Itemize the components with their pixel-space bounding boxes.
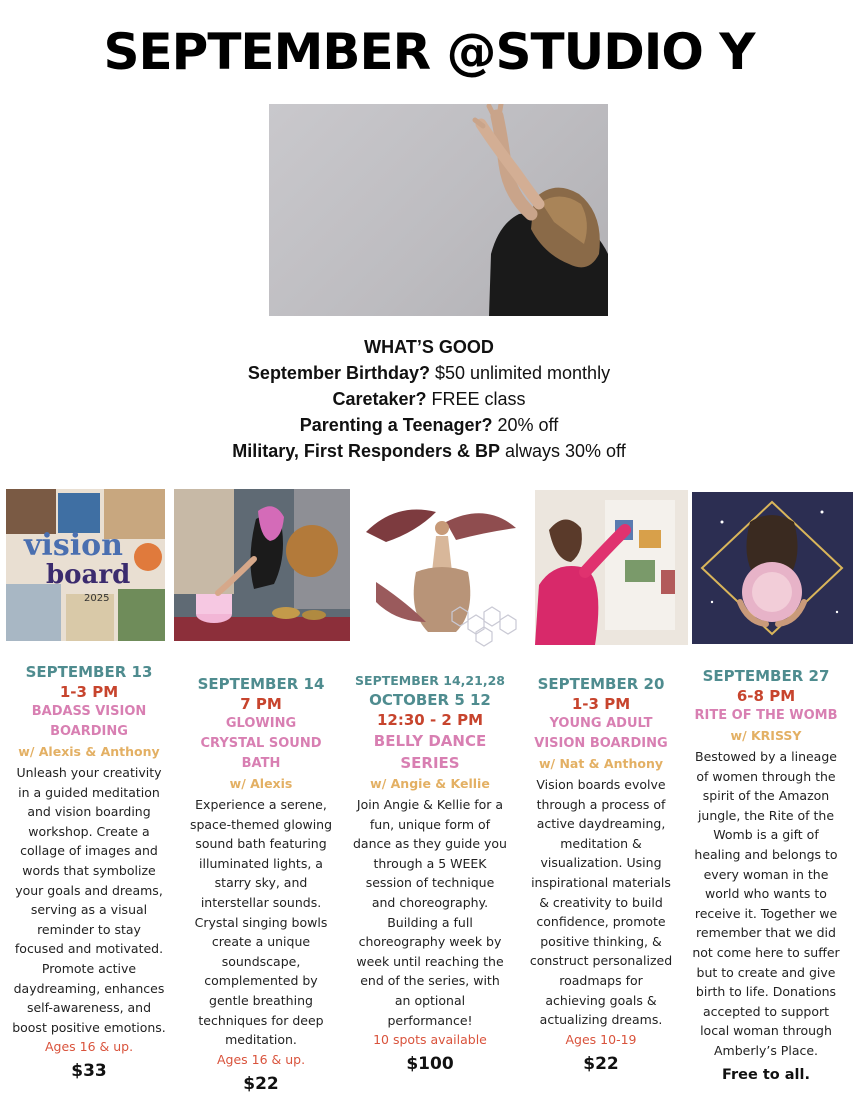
- event-price: $22: [583, 1053, 619, 1074]
- event-description: Unleash your creativity in a guided meditation and vision boarding workshop. Create a collage of images and words that symbolize your goals and dreams, serving as a visual reminder to stay focused and motivated. Promote active daydreaming, enhances self-awareness, and boost positive emotions.: [12, 765, 166, 1035]
- sound-bath-image: [174, 489, 350, 641]
- event-date: SEPTEMBER 20: [537, 675, 665, 693]
- event-hosts: w/ Nat & Anthony: [538, 756, 664, 771]
- event-description: Join Angie & Kellie for a fun, unique form of dance as they guide you through a 5 WEEK session of technique and choreography. Building a full choreography week by week until reaching the end of the series, with an optional performance!: [353, 797, 507, 1028]
- event-date: SEPTEMBER 13: [25, 663, 153, 681]
- event-hosts: w/ Alexis & Anthony: [18, 744, 160, 759]
- event-name: YOUNG ADULT VISION BOARDING: [534, 716, 668, 751]
- event-name: GLOWING CRYSTAL SOUND BATH: [200, 716, 322, 771]
- event-price: $100: [406, 1054, 454, 1075]
- event-hosts: w/ Alexis: [229, 776, 293, 791]
- event-price: Free to all.: [721, 1066, 811, 1083]
- event-time: 12:30 - 2 PM: [377, 711, 483, 729]
- promo-birthday: September Birthday? $50 unlimited monthly: [247, 363, 611, 383]
- promo-military: Military, First Responders & BP always 30% off: [232, 441, 626, 461]
- event-sound-bath: [186, 674, 336, 1096]
- event-date: SEPTEMBER 27: [702, 667, 830, 685]
- event-description: Vision boards evolve through a process of active daydreaming, meditation & visualization. Using inspirational materials & creativity to build confidence, promote positive thinking, & construct personalized roadmaps for achieving goals & actualizing dreams.: [529, 777, 673, 1028]
- event-date-october: OCTOBER 5 12: [369, 691, 491, 709]
- event-description: Bestowed by a lineage of women through the spirit of the Amazon jungle, the Rite of the Womb is a gift of healing and belongs to every woman in the world who wants to receive it. Together we remember that we did not come here to suffer but to create and give birth to life. Donations accepted to support local woman through Amberly’s Place.: [692, 749, 840, 1058]
- event-date: SEPTEMBER 14: [197, 675, 325, 693]
- event-note: Ages 16 & up.: [44, 1039, 134, 1055]
- event-vision-boarding: [12, 662, 166, 1083]
- event-note: 10 spots available: [373, 1032, 487, 1048]
- event-price: $22: [243, 1073, 279, 1094]
- event-time: 1-3 PM: [571, 695, 631, 713]
- event-young-adult: [528, 674, 674, 1076]
- event-name: RITE OF THE WOMB: [694, 708, 838, 723]
- event-rite-of-womb: [690, 666, 842, 1087]
- event-date: SEPTEMBER 14,21,28: [355, 673, 505, 688]
- event-name: BELLY DANCE SERIES: [373, 732, 487, 772]
- svg-text:board: board: [46, 560, 131, 590]
- rite-of-womb-image: [692, 492, 853, 644]
- hero-photo: [269, 104, 608, 316]
- page-title: SEPTEMBER @STUDIO Y: [103, 23, 755, 81]
- promo-caretaker: Caretaker? FREE class: [332, 389, 526, 409]
- event-name: BADASS VISION BOARDING: [31, 704, 147, 739]
- event-price: $33: [71, 1061, 107, 1082]
- event-time: 7 PM: [240, 695, 282, 713]
- event-belly-dance: [352, 672, 508, 1076]
- svg-text:vision: vision: [24, 528, 123, 563]
- svg-text:2025: 2025: [84, 593, 110, 604]
- event-note: Ages 10-19: [565, 1031, 637, 1047]
- vision-board-image: [6, 489, 165, 641]
- event-hosts: w/ KRISSY: [730, 728, 802, 743]
- event-hosts: w/ Angie & Kellie: [370, 776, 490, 791]
- young-adult-vision-image: [535, 490, 688, 645]
- event-time: 6-8 PM: [736, 687, 796, 705]
- event-description: Experience a serene, space-themed glowing sound bath featuring illuminated lights, a starry sky, and interstellar sounds. Crystal singing bowls create a unique soundscape, complemented by gentle breathing techniques for deep meditation.: [189, 797, 333, 1048]
- event-note: Ages 16 & up.: [216, 1051, 306, 1067]
- event-time: 1-3 PM: [59, 683, 119, 701]
- belly-dance-image: [356, 492, 528, 650]
- promo-teenager: Parenting a Teenager? 20% off: [299, 415, 559, 435]
- promotions-heading: WHAT’S GOOD: [364, 337, 494, 357]
- promotions-section: [0, 334, 858, 464]
